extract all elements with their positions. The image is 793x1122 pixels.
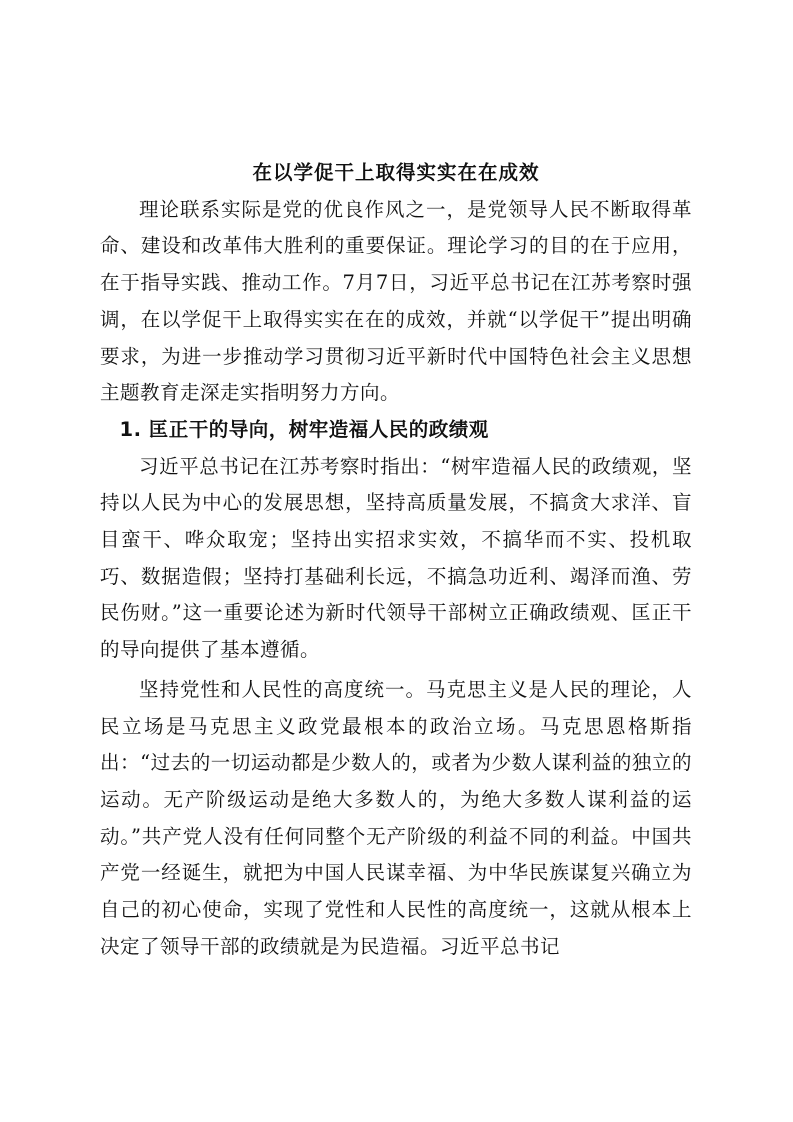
paragraph-quote: 习近平总书记在江苏考察时指出：“树牢造福人民的政绩观，坚持以人民为中心的发展思想，坚持高质量发展，不搞贪大求洋、盲目蛮干、哗众取宠；坚持出实招求实效，不搞华而不实、投机取巧、数据造假；坚持打基础利长远，不搞急功近利、竭泽而渔、劳民伤财。”这一重要论述为新时代领导干部树立正确政绩观、匡正干的导向提供了基本遵循。: [100, 454, 692, 662]
section-heading-1: 1. 匡正干的导向，树牢造福人民的政绩观: [119, 417, 489, 441]
document-body: [100, 155, 692, 965]
document-title: 在以学促干上取得实实在在成效: [252, 161, 540, 184]
paragraph-intro: 理论联系实际是党的优良作风之一，是党领导人民不断取得革命、建设和改革伟大胜利的重要保证。理论学习的目的在于应用，在于指导实践、推动工作。7月7日，习近平总书记在江苏考察时强调，在以学促干上取得实实在在的成效，并就“以学促干”提出明确要求，为进一步推动学习贯彻习近平新时代中国特色社会主义思想主题教育走深走实指明努力方向。: [100, 197, 692, 405]
paragraph-party-people: 坚持党性和人民性的高度统一。马克思主义是人民的理论，人民立场是马克思主义政党最根本的政治立场。马克思恩格斯指出：“过去的一切运动都是少数人的，或者为少数人谋利益的独立的运动。无产阶级运动是绝大多数人的，为绝大多数人谋利益的运动。”共产党人没有任何同整个无产阶级的利益不同的利益。中国共产党一经诞生，就把为中国人民谋幸福、为中华民族谋复兴确立为自己的初心使命，实现了党性和人民性的高度统一，这就从根本上决定了领导干部的政绩就是为民造福。习近平总书记: [100, 677, 692, 958]
